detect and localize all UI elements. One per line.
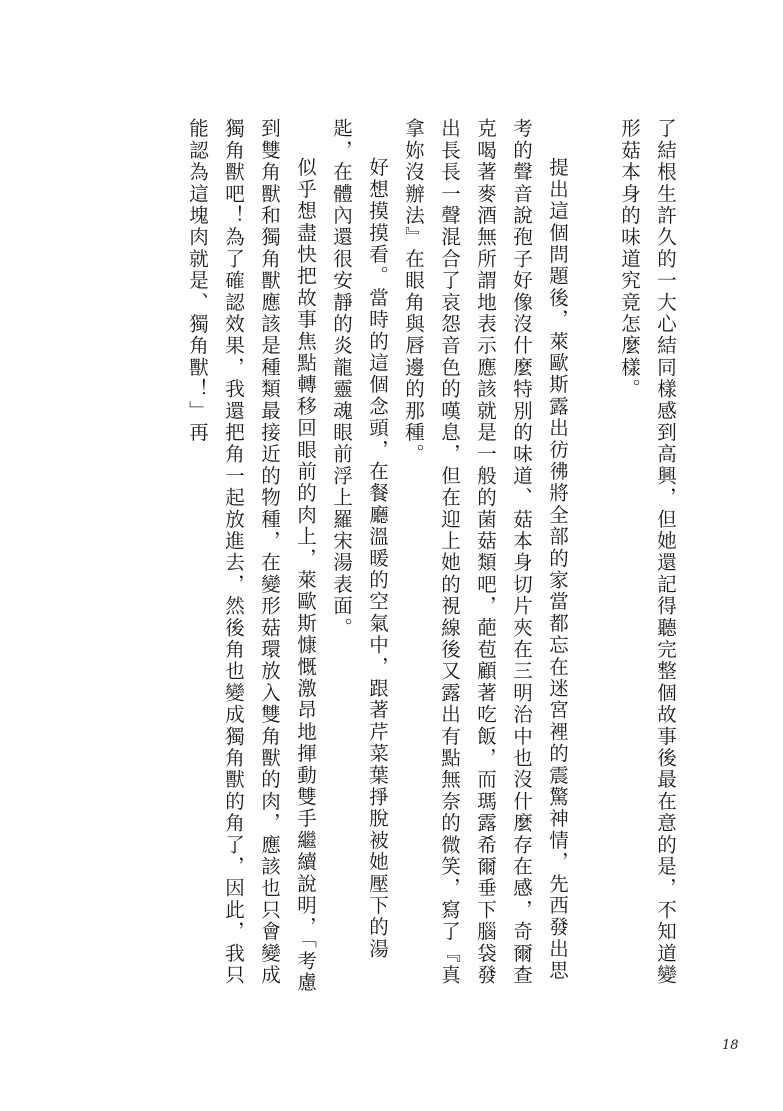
paragraph-2: 提出這個問題後，萊歐斯露出彷彿將全部的家當都忘在迷宮裡的震驚神情，先西發出思考的聲音說孢子好像沒什麼特別的味道、菇本身切片夾在三明治中也沒什麼存在感，奇爾查克喝著麥酒無所謂地表示應該就是一般的菌菇類吧，葩苞顧著吃飯，而瑪露希爾垂下腦袋發出長長一聲混合了哀怨音色的嘆息，但在迎上她的視線後又露出有點無奈的微笑，寫了『真拿妳沒辦法』在眼角與唇邊的那種。 bbox=[402, 118, 569, 986]
paragraph-3: 好想摸摸看。當時的這個念頭，在餐廳溫暖的空氣中，跟著芹菜葉掙脫被她壓下的湯匙，在體內還很安靜的炎龍靈魂眼前浮上羅宋湯表面。 bbox=[330, 118, 389, 960]
page-number: 18 bbox=[722, 1038, 739, 1053]
vertical-text-body bbox=[179, 118, 683, 998]
paragraph-1: 了結根生許久的一大心結同樣感到高興，但她還記得聽完整個故事後最在意的是，不知道變形菇本身的味道究竟怎麼樣。 bbox=[618, 118, 677, 986]
paragraph-4: 似乎想盡快把故事焦點轉移回眼前的肉上，萊歐斯慷慨激昂地揮動雙手繼續說明，「考慮到雙角獸和獨角獸應該是種類最接近的物種，在變形菇環放入雙角獸的肉，應該也只會變成獨角獸吧！為了確認效果，我還把角一起放進去，然後角也變成獨角獸的角了，因此，我只能認為這塊肉就是、獨角獸！」再 bbox=[186, 118, 317, 994]
